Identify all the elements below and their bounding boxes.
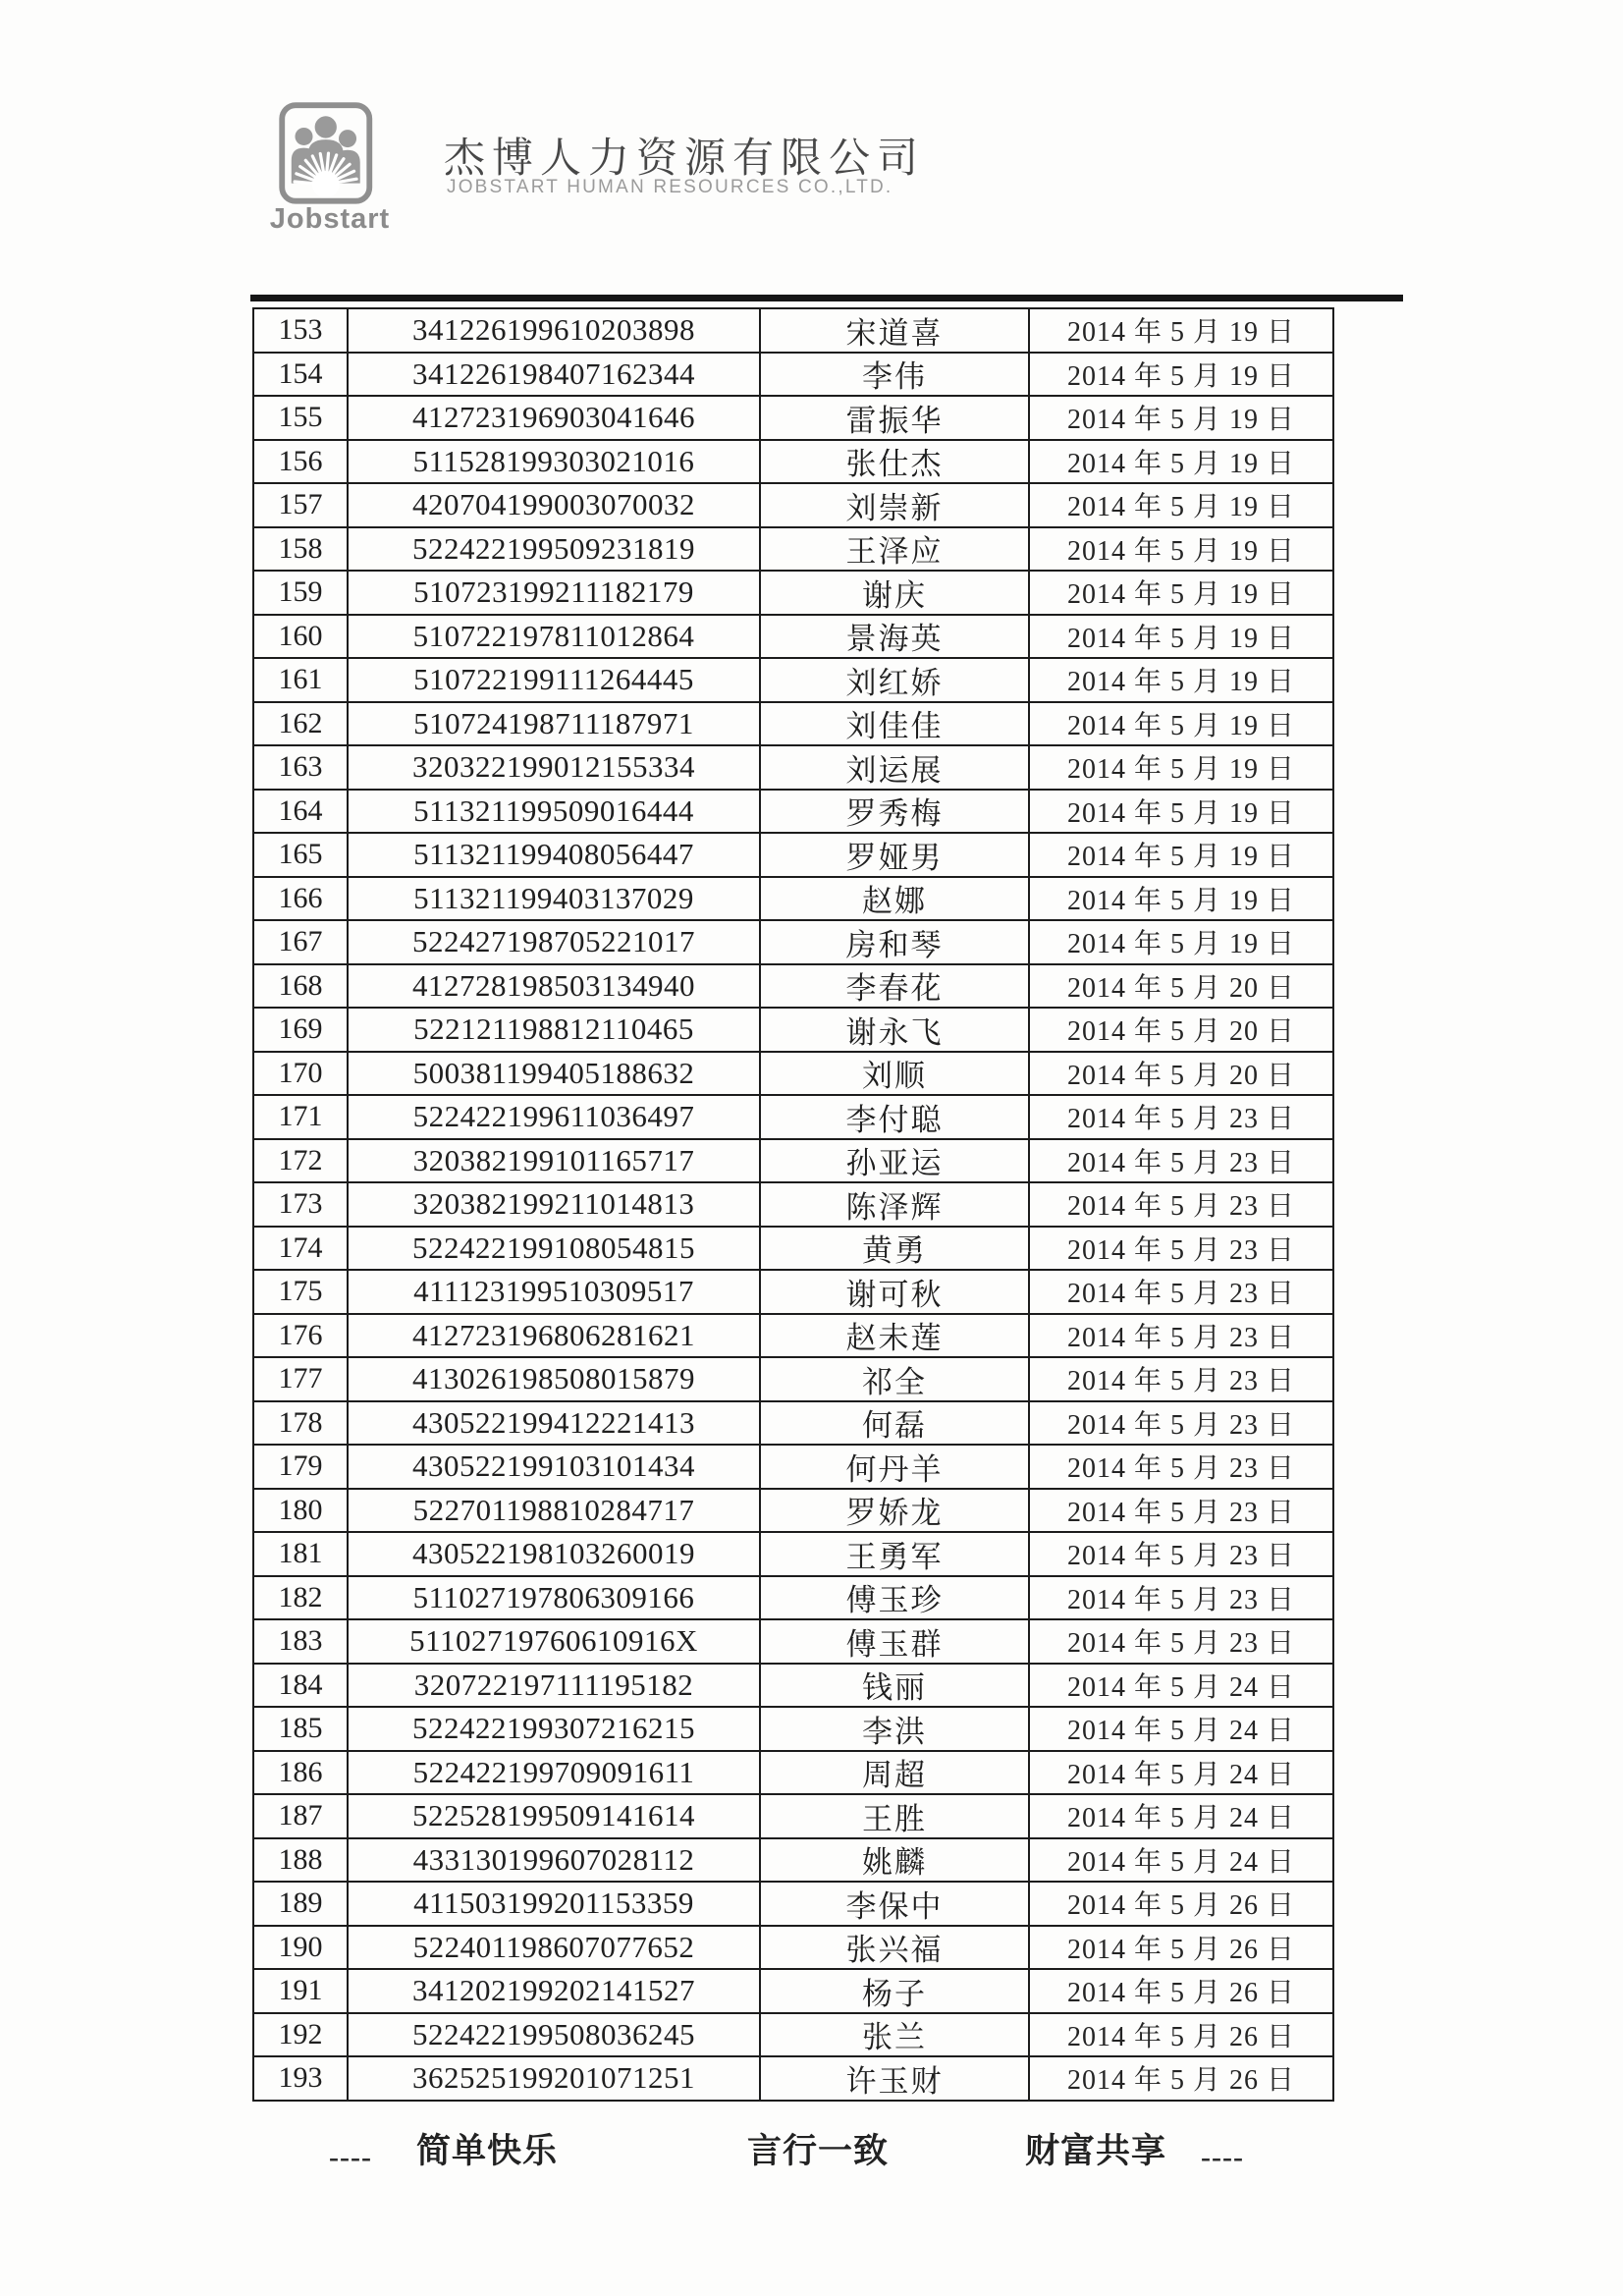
cell-person-name: 刘崇新	[761, 484, 1030, 526]
cell-row-number: 162	[254, 703, 349, 745]
cell-person-name: 王勇军	[761, 1533, 1030, 1575]
cell-date: 2014 年 5 月 24 日	[1066, 1803, 1295, 1834]
cell-row-number: 187	[254, 1795, 349, 1837]
cell-date: 2014 年 5 月 26 日	[1066, 1934, 1295, 1965]
cell-person-name: 何丹羊	[761, 1446, 1030, 1488]
cell-date: 2014 年 5 月 19 日	[1066, 754, 1295, 786]
cell-row-number: 175	[254, 1271, 349, 1313]
cell-id-number: 320722197111195182	[349, 1665, 761, 1707]
cell-row-number: 171	[254, 1096, 349, 1138]
cell-row-number: 163	[254, 746, 349, 789]
cell-id-number: 320322199012155334	[349, 746, 761, 789]
cell-date: 2014 年 5 月 19 日	[1066, 842, 1295, 873]
cell-person-name: 赵未莲	[761, 1315, 1030, 1357]
table-row	[254, 965, 1332, 1010]
cell-person-name: 何磊	[761, 1402, 1030, 1445]
cell-id-number: 522528199509141614	[349, 1795, 761, 1837]
cell-date: 2014 年 5 月 26 日	[1066, 1978, 1295, 2009]
table-row	[254, 1402, 1332, 1447]
cell-id-number: 341226198407162344	[349, 354, 761, 396]
cell-person-name: 傅玉珍	[761, 1577, 1030, 1619]
cell-person-name: 黄勇	[761, 1228, 1030, 1270]
cell-date: 2014 年 5 月 19 日	[1066, 929, 1295, 960]
footer-slogan-simple-happy: 简单快乐	[416, 2132, 559, 2170]
cell-row-number: 191	[254, 1970, 349, 2012]
cell-date: 2014 年 5 月 23 日	[1066, 1453, 1295, 1485]
table-row	[254, 528, 1332, 573]
cell-person-name: 刘运展	[761, 746, 1030, 789]
cell-id-number: 522121198812110465	[349, 1009, 761, 1051]
cell-date: 2014 年 5 月 26 日	[1066, 1890, 1295, 1922]
cell-id-number: 511321199408056447	[349, 834, 761, 876]
table-row	[254, 1315, 1332, 1359]
cell-id-number: 510723199211182179	[349, 572, 761, 614]
cell-row-number: 193	[254, 2057, 349, 2100]
cell-date: 2014 年 5 月 19 日	[1066, 317, 1295, 349]
cell-row-number: 185	[254, 1708, 349, 1750]
table-row	[254, 1009, 1332, 1053]
table-row	[254, 1358, 1332, 1402]
cell-date: 2014 年 5 月 24 日	[1066, 1671, 1295, 1703]
cell-id-number: 522427198705221017	[349, 921, 761, 963]
cell-row-number: 166	[254, 878, 349, 920]
cell-person-name: 刘红娇	[761, 659, 1030, 701]
cell-row-number: 160	[254, 616, 349, 658]
cell-id-number: 510724198711187971	[349, 703, 761, 745]
cell-row-number: 192	[254, 2014, 349, 2056]
table-row	[254, 1795, 1332, 1839]
cell-row-number: 180	[254, 1490, 349, 1532]
cell-date: 2014 年 5 月 23 日	[1066, 1366, 1295, 1397]
cell-person-name: 罗秀梅	[761, 791, 1030, 833]
cell-person-name: 傅玉群	[761, 1620, 1030, 1663]
cell-person-name: 房和琴	[761, 921, 1030, 963]
cell-id-number: 510722199111264445	[349, 659, 761, 701]
table-row	[254, 703, 1332, 747]
table-row	[254, 746, 1332, 791]
cell-date: 2014 年 5 月 23 日	[1066, 1147, 1295, 1178]
cell-date: 2014 年 5 月 20 日	[1066, 1016, 1295, 1048]
cell-row-number: 164	[254, 791, 349, 833]
cell-date: 2014 年 5 月 19 日	[1066, 448, 1295, 479]
table-row	[254, 878, 1332, 922]
cell-id-number: 341202199202141527	[349, 1970, 761, 2012]
cell-id-number: 51102719760610916X	[349, 1620, 761, 1663]
cell-id-number: 511321199403137029	[349, 878, 761, 920]
cell-person-name: 周超	[761, 1752, 1030, 1794]
cell-person-name: 刘佳佳	[761, 703, 1030, 745]
cell-date: 2014 年 5 月 26 日	[1066, 2021, 1295, 2052]
company-name-chinese: 杰博人力资源有限公司	[444, 137, 926, 182]
cell-row-number: 188	[254, 1839, 349, 1882]
cell-person-name: 张兴福	[761, 1927, 1030, 1969]
cell-person-name: 张兰	[761, 2014, 1030, 2056]
cell-row-number: 190	[254, 1927, 349, 1969]
cell-date: 2014 年 5 月 19 日	[1066, 535, 1295, 567]
cell-date: 2014 年 5 月 24 日	[1066, 1716, 1295, 1747]
cell-date: 2014 年 5 月 23 日	[1066, 1191, 1295, 1223]
footer-slogan-share-wealth: 财富共享	[1025, 2132, 1167, 2170]
cell-row-number: 173	[254, 1183, 349, 1226]
cell-id-number: 522422199709091611	[349, 1752, 761, 1794]
cell-row-number: 184	[254, 1665, 349, 1707]
cell-row-number: 181	[254, 1533, 349, 1575]
table-row	[254, 1490, 1332, 1534]
cell-row-number: 161	[254, 659, 349, 701]
table-row	[254, 1446, 1332, 1490]
cell-id-number: 433130199607028112	[349, 1839, 761, 1882]
table-row	[254, 1883, 1332, 1927]
table-row	[254, 616, 1332, 660]
header-divider-rule	[250, 295, 1403, 301]
cell-date: 2014 年 5 月 19 日	[1066, 710, 1295, 741]
cell-date: 2014 年 5 月 19 日	[1066, 579, 1295, 611]
cell-row-number: 177	[254, 1358, 349, 1400]
table-row	[254, 441, 1332, 485]
table-row	[254, 1665, 1332, 1709]
cell-id-number: 500381199405188632	[349, 1053, 761, 1095]
cell-id-number: 412728198503134940	[349, 965, 761, 1008]
logo-wordmark: Jobstart	[269, 203, 391, 235]
table-row	[254, 1752, 1332, 1796]
table-row	[254, 1970, 1332, 2014]
cell-person-name: 祁全	[761, 1358, 1030, 1400]
cell-date: 2014 年 5 月 19 日	[1066, 667, 1295, 698]
table-row	[254, 1533, 1332, 1577]
table-row	[254, 1577, 1332, 1621]
cell-id-number: 430522199412221413	[349, 1402, 761, 1445]
table-row	[254, 1183, 1332, 1228]
cell-row-number: 167	[254, 921, 349, 963]
cell-person-name: 钱丽	[761, 1665, 1030, 1707]
table-row	[254, 921, 1332, 965]
cell-row-number: 176	[254, 1315, 349, 1357]
cell-row-number: 158	[254, 528, 349, 571]
cell-row-number: 157	[254, 484, 349, 526]
table-row	[254, 1708, 1332, 1752]
cell-id-number: 411123199510309517	[349, 1271, 761, 1313]
cell-person-name: 姚麟	[761, 1839, 1030, 1882]
cell-date: 2014 年 5 月 19 日	[1066, 623, 1295, 654]
roster-table	[252, 307, 1334, 2102]
cell-id-number: 510722197811012864	[349, 616, 761, 658]
cell-date: 2014 年 5 月 20 日	[1066, 972, 1295, 1004]
cell-date: 2014 年 5 月 23 日	[1066, 1541, 1295, 1572]
cell-person-name: 李保中	[761, 1883, 1030, 1925]
cell-person-name: 罗娇龙	[761, 1490, 1030, 1532]
cell-date: 2014 年 5 月 23 日	[1066, 1322, 1295, 1353]
cell-person-name: 谢庆	[761, 572, 1030, 614]
cell-date: 2014 年 5 月 23 日	[1066, 1628, 1295, 1660]
table-row	[254, 1228, 1332, 1272]
cell-person-name: 赵娜	[761, 878, 1030, 920]
cell-id-number: 430522199103101434	[349, 1446, 761, 1488]
cell-id-number: 522422199307216215	[349, 1708, 761, 1750]
footer-dashes-right: ----	[1201, 2141, 1244, 2173]
table-row	[254, 1927, 1332, 1971]
cell-person-name: 陈泽辉	[761, 1183, 1030, 1226]
cell-id-number: 511321199509016444	[349, 791, 761, 833]
cell-person-name: 李伟	[761, 354, 1030, 396]
cell-date: 2014 年 5 月 24 日	[1066, 1759, 1295, 1790]
cell-id-number: 522401198607077652	[349, 1927, 761, 1969]
cell-person-name: 李洪	[761, 1708, 1030, 1750]
cell-date: 2014 年 5 月 23 日	[1066, 1409, 1295, 1441]
cell-row-number: 170	[254, 1053, 349, 1095]
cell-date: 2014 年 5 月 23 日	[1066, 1279, 1295, 1310]
cell-id-number: 511027197806309166	[349, 1577, 761, 1619]
table-row	[254, 1271, 1332, 1315]
cell-row-number: 172	[254, 1140, 349, 1182]
cell-row-number: 155	[254, 397, 349, 439]
cell-row-number: 168	[254, 965, 349, 1008]
cell-person-name: 张仕杰	[761, 441, 1030, 483]
cell-person-name: 罗娅男	[761, 834, 1030, 876]
cell-person-name: 景海英	[761, 616, 1030, 658]
table-row	[254, 1053, 1332, 1097]
cell-id-number: 411503199201153359	[349, 1883, 761, 1925]
cell-date: 2014 年 5 月 19 日	[1066, 885, 1295, 916]
cell-row-number: 183	[254, 1620, 349, 1663]
table-row	[254, 397, 1332, 441]
footer-slogan-words-deeds: 言行一致	[747, 2132, 890, 2170]
cell-row-number: 156	[254, 441, 349, 483]
cell-id-number: 362525199201071251	[349, 2057, 761, 2100]
table-row	[254, 834, 1332, 878]
cell-date: 2014 年 5 月 26 日	[1066, 2065, 1295, 2097]
cell-id-number: 430522198103260019	[349, 1533, 761, 1575]
company-name-english: JOBSTART HUMAN RESOURCES CO.,LTD.	[447, 177, 893, 197]
table-row	[254, 1096, 1332, 1140]
cell-person-name: 李付聪	[761, 1096, 1030, 1138]
table-row	[254, 1140, 1332, 1184]
cell-row-number: 174	[254, 1228, 349, 1270]
cell-date: 2014 年 5 月 23 日	[1066, 1104, 1295, 1135]
cell-person-name: 谢永飞	[761, 1009, 1030, 1051]
cell-row-number: 159	[254, 572, 349, 614]
cell-id-number: 413026198508015879	[349, 1358, 761, 1400]
cell-id-number: 341226199610203898	[349, 309, 761, 352]
cell-id-number: 412723196903041646	[349, 397, 761, 439]
cell-row-number: 154	[254, 354, 349, 396]
cell-row-number: 189	[254, 1883, 349, 1925]
cell-id-number: 511528199303021016	[349, 441, 761, 483]
table-row	[254, 572, 1332, 616]
cell-date: 2014 年 5 月 19 日	[1066, 797, 1295, 829]
cell-id-number: 320382199101165717	[349, 1140, 761, 1182]
cell-person-name: 李春花	[761, 965, 1030, 1008]
cell-person-name: 雷振华	[761, 397, 1030, 439]
cell-date: 2014 年 5 月 19 日	[1066, 360, 1295, 392]
cell-person-name: 许玉财	[761, 2057, 1030, 2100]
cell-id-number: 522422199508036245	[349, 2014, 761, 2056]
cell-date: 2014 年 5 月 19 日	[1066, 405, 1295, 436]
cell-date: 2014 年 5 月 23 日	[1066, 1497, 1295, 1528]
cell-id-number: 522422199108054815	[349, 1228, 761, 1270]
cell-id-number: 412723196806281621	[349, 1315, 761, 1357]
cell-date: 2014 年 5 月 24 日	[1066, 1846, 1295, 1878]
table-row	[254, 2014, 1332, 2058]
cell-person-name: 王胜	[761, 1795, 1030, 1837]
cell-person-name: 王泽应	[761, 528, 1030, 571]
cell-date: 2014 年 5 月 20 日	[1066, 1060, 1295, 1091]
table-row	[254, 354, 1332, 398]
cell-row-number: 182	[254, 1577, 349, 1619]
cell-row-number: 169	[254, 1009, 349, 1051]
cell-date: 2014 年 5 月 19 日	[1066, 492, 1295, 523]
cell-row-number: 178	[254, 1402, 349, 1445]
footer-dashes-left: ----	[329, 2141, 372, 2173]
table-row	[254, 1839, 1332, 1884]
table-row	[254, 484, 1332, 528]
cell-person-name: 宋道喜	[761, 309, 1030, 352]
cell-row-number: 153	[254, 309, 349, 352]
table-row	[254, 2057, 1332, 2100]
table-row	[254, 659, 1332, 703]
cell-row-number: 179	[254, 1446, 349, 1488]
cell-id-number: 320382199211014813	[349, 1183, 761, 1226]
cell-row-number: 165	[254, 834, 349, 876]
cell-id-number: 522422199509231819	[349, 528, 761, 571]
cell-id-number: 522422199611036497	[349, 1096, 761, 1138]
cell-person-name: 孙亚运	[761, 1140, 1030, 1182]
cell-date: 2014 年 5 月 23 日	[1066, 1584, 1295, 1615]
cell-id-number: 522701198810284717	[349, 1490, 761, 1532]
table-row	[254, 791, 1332, 835]
cell-person-name: 刘顺	[761, 1053, 1030, 1095]
cell-date: 2014 年 5 月 23 日	[1066, 1234, 1295, 1266]
cell-row-number: 186	[254, 1752, 349, 1794]
cell-person-name: 杨子	[761, 1970, 1030, 2012]
jobstart-logo-icon	[278, 101, 382, 207]
cell-id-number: 420704199003070032	[349, 484, 761, 526]
cell-person-name: 谢可秋	[761, 1271, 1030, 1313]
table-row	[254, 1620, 1332, 1665]
table-row	[254, 309, 1332, 354]
